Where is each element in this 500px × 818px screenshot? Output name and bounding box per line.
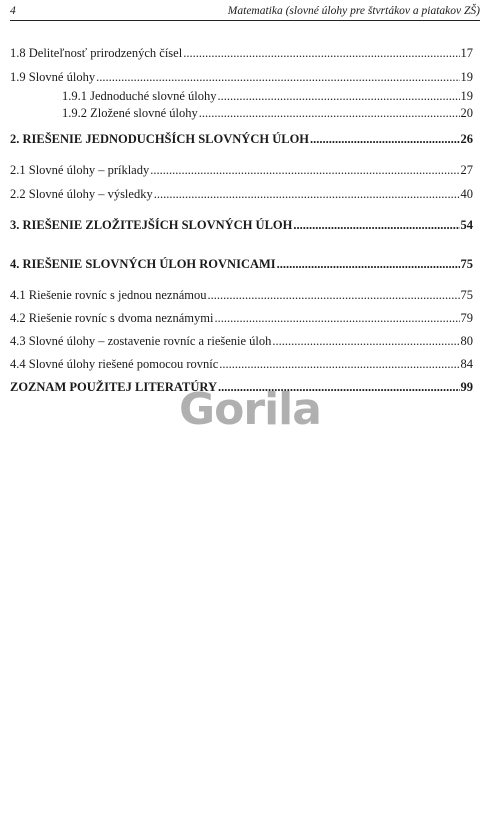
toc-entry[interactable] xyxy=(10,70,473,85)
toc-entry[interactable] xyxy=(10,46,473,61)
toc-entry-title: 3. RIEŠENIE ZLOŽITEJŠÍCH SLOVNÝCH ÚLOH xyxy=(10,218,293,232)
toc-entry[interactable] xyxy=(10,257,473,272)
toc-leader-dots xyxy=(214,311,459,326)
toc-entry-page: 54 xyxy=(460,218,473,232)
toc-entry-page: 20 xyxy=(460,106,473,120)
toc-leader-dots xyxy=(219,357,459,372)
toc-entry-page: 75 xyxy=(460,288,473,302)
toc-entry-title: 1.8 Deliteľnosť prirodzených čísel xyxy=(10,46,183,60)
toc-entry-page: 17 xyxy=(460,46,473,60)
toc-entry-title: 4.1 Riešenie rovníc s jednou neznámou xyxy=(10,288,207,302)
toc-entry-page: 99 xyxy=(460,380,473,394)
toc-entry[interactable] xyxy=(10,218,473,233)
toc-entry-title: 2.1 Slovné úlohy – príklady xyxy=(10,163,150,177)
toc-entry[interactable] xyxy=(62,89,473,104)
toc-entry[interactable] xyxy=(62,106,473,121)
toc-leader-dots xyxy=(150,163,459,178)
toc-entry-title: 1.9.2 Zložené slovné úlohy xyxy=(62,106,198,120)
toc-leader-dots xyxy=(293,218,459,233)
toc-leader-dots xyxy=(218,89,460,104)
toc-entry[interactable] xyxy=(10,132,473,147)
toc-entry-page: 80 xyxy=(460,334,473,348)
toc-entry-title: 1.9.1 Jednoduché slovné úlohy xyxy=(62,89,217,103)
toc-leader-dots xyxy=(310,132,459,147)
toc-entry-page: 26 xyxy=(460,132,473,146)
toc-entry[interactable] xyxy=(10,357,473,372)
toc-entry-title: 4.2 Riešenie rovníc s dvoma neznámymi xyxy=(10,311,214,325)
toc-leader-dots xyxy=(272,334,459,349)
page-number: 4 xyxy=(10,5,16,17)
running-title: Matematika (slovné úlohy pre štvrtákov a piatakov ZŠ) xyxy=(227,5,480,17)
toc-entry-title: 4.3 Slovné úlohy – zostavenie rovníc a riešenie úloh xyxy=(10,334,272,348)
toc-leader-dots xyxy=(218,380,460,395)
toc-entry[interactable] xyxy=(10,163,473,178)
toc-entry-page: 40 xyxy=(460,187,473,201)
toc-entry-page: 84 xyxy=(460,357,473,371)
toc-entry-page: 19 xyxy=(460,70,473,84)
toc-entry-page: 27 xyxy=(460,163,473,177)
toc-entry[interactable] xyxy=(10,334,473,349)
toc-entry-title: 4.4 Slovné úlohy riešené pomocou rovníc xyxy=(10,357,219,371)
toc-leader-dots xyxy=(183,46,459,61)
toc-entry-page: 19 xyxy=(460,89,473,103)
toc-entry[interactable] xyxy=(10,311,473,326)
watermark-logo: Gorila xyxy=(179,384,321,435)
toc-entry-title: ZOZNAM POUŽITEJ LITERATÚRY xyxy=(10,380,217,394)
toc-entry[interactable] xyxy=(10,380,473,395)
toc-leader-dots xyxy=(199,106,460,121)
toc-entry-title: 1.9 Slovné úlohy xyxy=(10,70,96,84)
toc-entry-title: 4. RIEŠENIE SLOVNÝCH ÚLOH ROVNICAMI xyxy=(10,257,276,271)
page-header xyxy=(10,4,480,20)
header-rule xyxy=(10,20,480,21)
toc-leader-dots xyxy=(96,70,459,85)
toc-leader-dots xyxy=(154,187,460,202)
toc-leader-dots xyxy=(277,257,460,272)
toc-leader-dots xyxy=(207,288,459,303)
toc-entry-page: 79 xyxy=(460,311,473,325)
toc-entry[interactable] xyxy=(10,187,473,202)
toc-entry-title: 2.2 Slovné úlohy – výsledky xyxy=(10,187,153,201)
toc-entry-title: 2. RIEŠENIE JEDNODUCHŠÍCH SLOVNÝCH ÚLOH xyxy=(10,132,310,146)
toc-entry-page: 75 xyxy=(460,257,473,271)
toc-entry[interactable] xyxy=(10,288,473,303)
